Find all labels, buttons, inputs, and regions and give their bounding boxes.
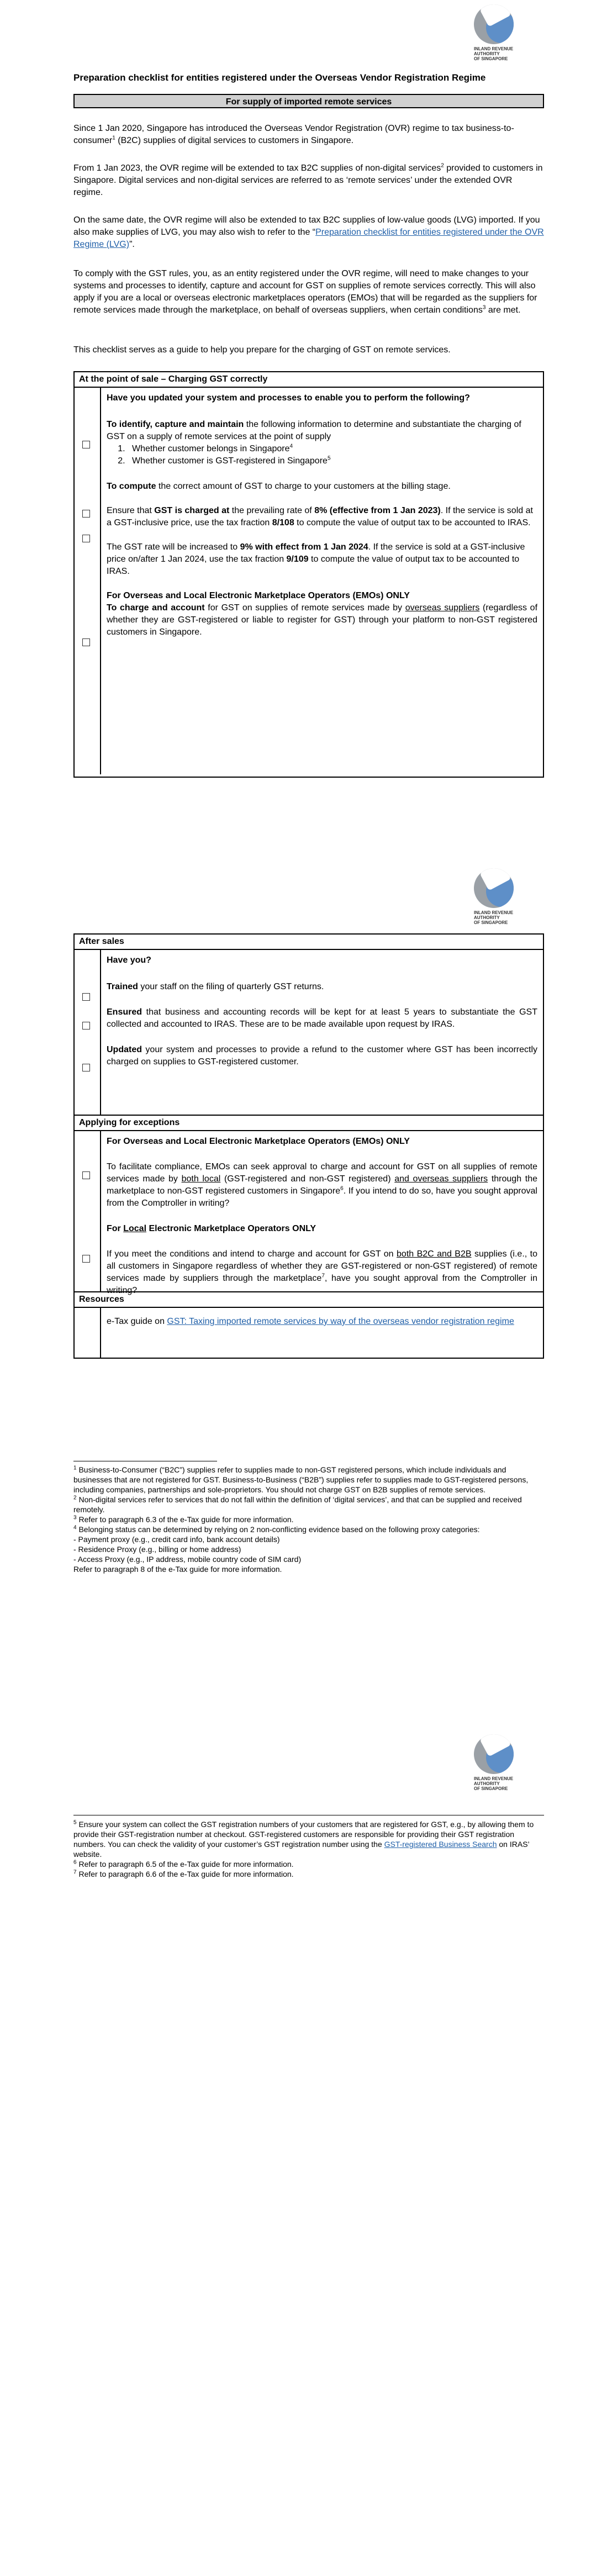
point-of-sale-heading: At the point of sale – Charging GST correctly xyxy=(75,372,543,388)
item-gst-rate-2024: The GST rate will be increased to 9% with effect from 1 Jan 2024. If the service is sold at a GST-inclusive price on/after 1 Jan 2024, use the tax fraction 9/109 to compute the value of output tax to be accounted to IRAS. xyxy=(107,542,525,576)
item-emo-charge: To charge and account for GST on supplies of remote services made by overseas suppliers (regardless of whether they are GST-registered or liable to register for GST) through your platform to non-GST registered customers in Singapore. xyxy=(107,603,538,637)
checkbox-emo-charge[interactable] xyxy=(82,638,90,646)
list-item: 2. Whether customer is GST-registered in Singapore$^5$ xyxy=(128,455,537,467)
item-compute-gst: To compute the correct amount of GST to charge to your customers at the billing stage. xyxy=(107,482,451,491)
lvg-checklist-link[interactable]: Preparation checklist for entities registered under the OVR Regime (LVG) xyxy=(73,228,544,249)
point-of-sale-question: Have you updated your system and processes to enable you to perform the following? xyxy=(107,393,470,403)
checkbox-refund-process[interactable] xyxy=(82,1064,90,1071)
checkbox-trained-staff[interactable] xyxy=(82,993,90,1001)
footnote-5: $^5$ Ensure your system can collect the GST registration numbers of your customers that are registered for GST, e.g., by allowing them to provide their GST-registration number at checkout. GST-registered customers are responsible for providing their GST registration numbers. You can check the validity of your customer’s GST registration number using the GST-registered Business Search on IRAS’ website. xyxy=(73,1819,534,1859)
page-3 xyxy=(0,1734,607,2563)
intro-para-2: From 1 Jan 2023, the OVR regime will be extended to tax B2C supplies of non-digital services$^2$ provided to customers in Singapore. Digital services and non-digital services are referred to as ‘remote services’ under the extended OVR regime. xyxy=(73,162,543,197)
checkbox-compute-gst[interactable] xyxy=(82,510,90,518)
gst-business-search-link[interactable]: GST-registered Business Search xyxy=(384,1840,497,1849)
footnotes-page-2 xyxy=(73,1465,537,1574)
local-emo-title: For Local Electronic Marketplace Operators ONLY xyxy=(107,1224,316,1233)
footnote-4-proxy-residence: - Residence Proxy (e.g., billing or home address) xyxy=(73,1545,241,1554)
footnote-3: $^3$ Refer to paragraph 6.3 of the e-Tax guide for more information. xyxy=(73,1514,294,1524)
iras-logo-icon xyxy=(474,4,514,44)
iras-logo-icon xyxy=(474,1734,514,1774)
footnote-4-proxy-payment: - Payment proxy (e.g., credit card info, bank account details) xyxy=(73,1535,280,1544)
intro-para-1: Since 1 Jan 2020, Singapore has introduced the Overseas Vendor Registration (OVR) regime to tax business-to-consumer$^1$ (B2C) supplies of digital services to customers in Singapore. xyxy=(73,124,514,145)
footnote-4-reference: Refer to paragraph 8 of the e-Tax guide for more information. xyxy=(73,1565,282,1574)
emo-only-title: For Overseas and Local Electronic Marketplace Operators (EMOs) ONLY xyxy=(107,591,410,600)
checkbox-identify-capture[interactable] xyxy=(82,441,90,448)
list-item: 1. Whether customer belongs in Singapore$^4$ xyxy=(128,443,537,455)
item-emo-approval: To facilitate compliance, EMOs can seek approval to charge and account for GST on all supplies of remote services made by both local (GST-registered and non-GST registered) and overseas suppliers through the marketplace to non-GST registered customers in Singapore$^6$. If you intend to do so, have you sought approval from the Comptroller in writing? xyxy=(107,1162,537,1208)
footnote-4-proxy-access: - Access Proxy (e.g., IP address, mobile country code of SIM card) xyxy=(73,1555,302,1564)
after-sales-heading: After sales xyxy=(75,935,543,950)
footnote-7: $^7$ Refer to paragraph 6.6 of the e-Tax guide for more information. xyxy=(73,1869,294,1878)
resources-item: e-Tax guide on GST: Taxing imported remote services by way of the overseas vendor registration regime xyxy=(107,1317,514,1326)
etax-guide-link[interactable]: GST: Taxing imported remote services by way of the overseas vendor registration regime xyxy=(167,1317,514,1326)
iras-logo: INLAND REVENUE AUTHORITY OF SINGAPORE xyxy=(474,4,514,61)
footnotes-page-3 xyxy=(73,1819,537,1879)
checkbox-gst-rate[interactable] xyxy=(82,535,90,542)
footnote-1: $^1$ Business-to-Consumer (“B2C”) supplies refer to supplies made to non-GST registered persons, which include individuals and businesses that are not registered for GST. Business-to-Business (“B2B”) supplies refer to supplies made to GST-registered persons, including companies, partnerships and sole-proprietors. You should not charge GST on B2B supplies of remote services. xyxy=(73,1465,529,1494)
checkbox-local-emo-approval[interactable] xyxy=(82,1255,90,1263)
page-2 xyxy=(0,845,607,1701)
item-local-emo-approval: If you meet the conditions and intend to charge and account for GST on both B2C and B2B supplies (i.e., to all customers in Singapore regardless of whether they are GST-registered or non-GST registered) of remote services made by suppliers through the marketplace$^7$, have you sought approval from the Comptroller in writing? xyxy=(107,1249,538,1295)
item-identify-capture: To identify, capture and maintain the following information to determine and substantiate the charging of GST on a supply of remote services at the point of supply xyxy=(107,420,521,441)
intro-para-4: To comply with the GST rules, you, as an entity registered under the OVR regime, will need to make changes to your systems and processes to identify, capture and account for GST on supplies of remote services correctly. This will also apply if you are a local or overseas electronic marketplaces operators (EMOs) that will be regarded as the suppliers for remote services made through the marketplace, on behalf of overseas suppliers, when certain conditions$^3$ are met. xyxy=(73,269,537,315)
checkbox-emo-approval[interactable] xyxy=(82,1171,90,1179)
emo-exceptions-title: For Overseas and Local Electronic Marketplace Operators (EMOs) ONLY xyxy=(107,1137,410,1146)
section-banner: For supply of imported remote services xyxy=(73,94,544,108)
iras-logo: INLAND REVENUE AUTHORITY OF SINGAPORE xyxy=(474,1734,514,1791)
point-of-sale-table xyxy=(73,371,544,778)
identify-sublist xyxy=(107,443,537,467)
footnote-4: $^4$ Belonging status can be determined by relying on 2 non-conflicting evidence based on the following proxy categories: xyxy=(73,1524,480,1534)
after-sales-question: Have you? xyxy=(107,956,151,965)
resources-heading: Resources xyxy=(75,1291,543,1308)
item-records-kept: Ensured that business and accounting records will be kept for at least 5 years to substantiate the GST collected and accounted to IRAS. These are to be made available upon request by IRAS. xyxy=(107,1007,537,1029)
document-title: Preparation checklist for entities registered under the Overseas Vendor Registration Regime xyxy=(73,72,486,83)
intro-para-3: On the same date, the OVR regime will also be extended to tax B2C supplies of low-value goods (LVG) imported. If you also make supplies of LVG, you may also wish to refer to the “Preparation checklist for entities registered under the OVR Regime (LVG)”. xyxy=(73,215,544,249)
iras-logo: INLAND REVENUE AUTHORITY OF SINGAPORE xyxy=(474,868,514,925)
item-trained-staff: Trained your staff on the filing of quarterly GST returns. xyxy=(107,982,324,991)
footnote-6: $^6$ Refer to paragraph 6.5 of the e-Tax guide for more information. xyxy=(73,1859,294,1868)
iras-logo-icon xyxy=(474,868,514,908)
exceptions-heading: Applying for exceptions xyxy=(75,1115,543,1131)
checklist-table-2 xyxy=(73,933,544,1359)
item-gst-rate: Ensure that GST is charged at the prevailing rate of 8% (effective from 1 Jan 2023). If the service is sold at a GST-inclusive price, use the tax fraction 8/108 to compute the value of output tax to be accounted to IRAS. xyxy=(107,506,533,527)
checkbox-records-kept[interactable] xyxy=(82,1022,90,1030)
item-refund-process: Updated your system and processes to provide a refund to the customer where GST has been incorrectly charged on supplies to GST-registered customer. xyxy=(107,1045,537,1067)
intro-para-5: This checklist serves as a guide to help you prepare for the charging of GST on remote services. xyxy=(73,345,451,355)
page-1 xyxy=(0,0,607,828)
footnote-2: $^2$ Non-digital services refer to services that do not fall within the definition of ‘digital services’, and that can be supplied and received remotely. xyxy=(73,1495,522,1514)
